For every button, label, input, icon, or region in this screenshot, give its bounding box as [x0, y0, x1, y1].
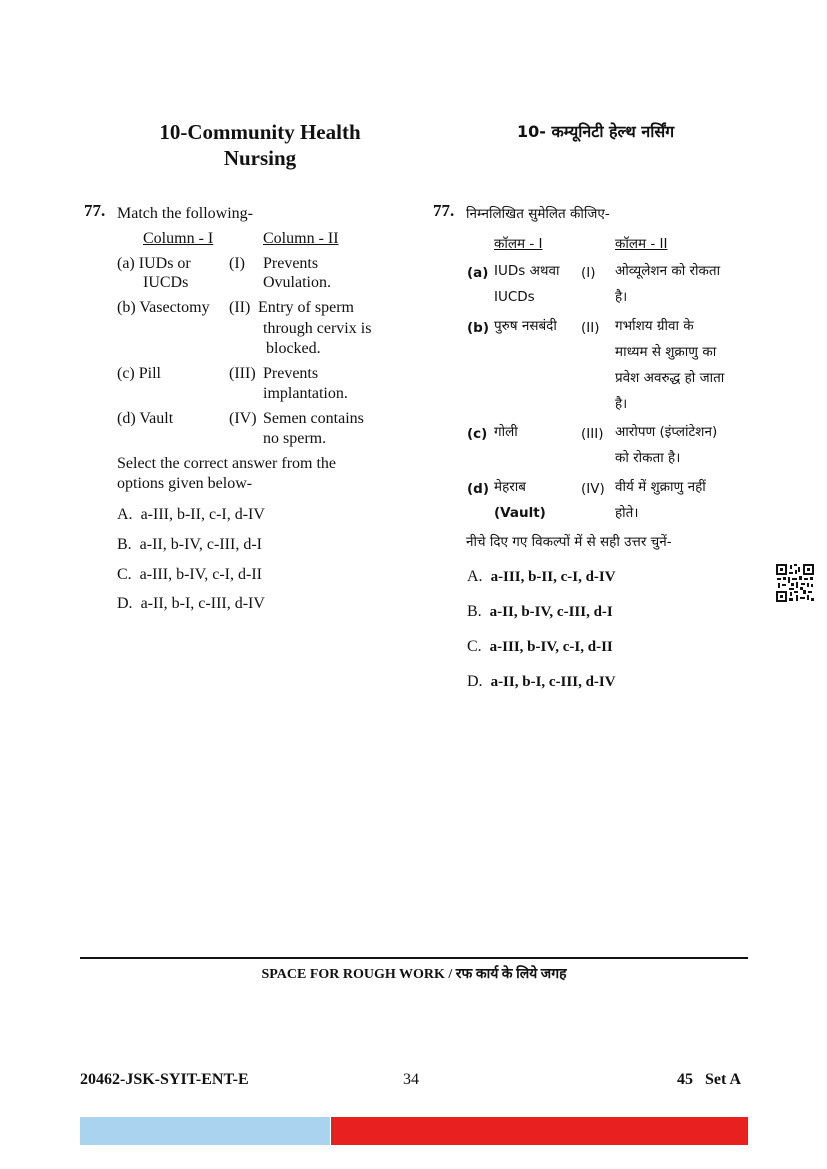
match-right-4-hi [615, 477, 706, 523]
page-number: 34 [403, 1071, 419, 1088]
option-c-en[interactable] [117, 565, 262, 585]
option-value: a-III, b-II, c-I, d-IV [490, 569, 616, 585]
section-title-en [120, 119, 400, 171]
option-value: a-II, b-IV, c-III, d-I [489, 604, 613, 620]
match-left-a2-en: IUCDs [143, 274, 189, 291]
match-left-d-en: (d) Vault [117, 410, 174, 427]
line: माध्यम से शुक्राणु का [615, 344, 717, 360]
match-key-b-hi: (b) [467, 320, 490, 336]
question-intro-hi: निम्नलिखित सुमेलित कीजिए- [466, 206, 610, 222]
paper-code: 20462-JSK-SYIT-ENT-E [80, 1071, 249, 1088]
match-right-2-hi [615, 316, 724, 414]
match-right-2b-en: through cervix is [263, 320, 372, 337]
match-left-b-hi: पुरुष नसबंदी [494, 318, 557, 334]
match-key-d-hi: (d) [467, 481, 490, 497]
column-2-header-hi: कॉलम - II [615, 236, 668, 252]
option-key: D. [467, 673, 483, 690]
question-number-en: 77. [84, 201, 106, 220]
option-key: A. [117, 506, 133, 523]
option-value: a-II, b-I, c-III, d-IV [490, 674, 616, 690]
match-right-3-hi [615, 422, 717, 468]
option-key: C. [117, 566, 132, 583]
select-instruction-en [117, 454, 336, 494]
line: आरोपण (इंप्लांटेशन) [615, 424, 718, 440]
line: को रोकता है। [615, 450, 681, 466]
option-value: a-II, b-IV, c-III, d-I [139, 536, 262, 553]
match-key-c-hi: (c) [467, 426, 488, 442]
option-key: D. [117, 595, 133, 612]
match-left-c-en: (c) Pill [117, 365, 161, 382]
match-key-a-hi: (a) [467, 265, 489, 281]
question-intro-en: Match the following- [117, 205, 253, 222]
match-num-3-hi: (III) [581, 426, 604, 442]
option-value: a-III, b-IV, c-I, d-II [489, 639, 613, 655]
match-right-1-hi [615, 261, 720, 307]
match-right-3-en: Prevents [263, 365, 319, 382]
column-1-header-en: Column - I [143, 230, 214, 247]
section-title-en-line1: 10-Community Health [159, 120, 361, 144]
match-left-a-en: (a) IUDs or [117, 255, 191, 272]
match-left-d-hi: मेहराब [494, 479, 526, 495]
select-instruction-hi: नीचे दिए गए विकल्पों में से सही उत्तर चुनें- [466, 534, 672, 550]
match-left-d2-hi: (Vault) [494, 505, 546, 521]
line: गर्भाशय ग्रीवा के [615, 318, 694, 334]
match-num-4-hi: (IV) [581, 481, 605, 497]
line: ओव्यूलेशन को रोकता [615, 263, 721, 279]
match-right-1b-en: Ovulation. [263, 274, 331, 291]
question-number-hi: 77. [433, 201, 455, 220]
line: होते। [615, 505, 639, 521]
qr-code-icon [776, 564, 814, 602]
line: है। [615, 396, 628, 412]
section-title-hi: 10- कम्यूनिटी हेल्थ नर्सिंग [517, 122, 675, 141]
rough-work-divider [80, 957, 748, 959]
match-num-3-en: (III) [229, 365, 256, 382]
option-key: B. [117, 536, 132, 553]
option-a-en[interactable] [117, 505, 265, 525]
option-value: a-II, b-I, c-III, d-IV [140, 595, 265, 612]
section-title-en-line2: Nursing [223, 146, 297, 170]
line: वीर्य में शुक्राणु नहीं [615, 479, 706, 495]
match-num-2-en: (II) [229, 299, 251, 316]
match-left-c-hi: गोली [494, 424, 518, 440]
option-b-en[interactable] [117, 535, 262, 555]
line: है। [615, 289, 628, 305]
select-instruction-en-line1: Select the correct answer from the [117, 455, 337, 472]
rough-work-label: SPACE FOR ROUGH WORK / रफ कार्य के लिये जगह [261, 967, 567, 982]
option-a-hi[interactable] [467, 567, 616, 587]
column-2-header-en: Column - II [263, 230, 339, 247]
option-key: A. [467, 568, 483, 585]
footer-bar-red [331, 1117, 748, 1145]
match-right-2-en: Entry of sperm [258, 299, 354, 316]
option-value: a-III, b-IV, c-I, d-II [139, 566, 262, 583]
option-b-hi[interactable] [467, 602, 613, 622]
match-left-b-en: (b) Vasectomy [117, 299, 210, 316]
option-key: B. [467, 603, 482, 620]
match-right-1-en: Prevents [263, 255, 319, 272]
match-left-a-hi: IUDs अथवा [494, 263, 560, 279]
footer-bar-blue [80, 1117, 330, 1145]
line: प्रवेश अवरुद्ध हो जाता [615, 370, 725, 386]
option-value: a-III, b-II, c-I, d-IV [140, 506, 265, 523]
set-label: 45 Set A [677, 1071, 741, 1088]
option-key: C. [467, 638, 482, 655]
match-num-2-hi: (II) [581, 320, 600, 336]
match-num-4-en: (IV) [229, 410, 257, 427]
match-right-4b-en: no sperm. [263, 430, 327, 447]
match-num-1-en: (I) [229, 255, 245, 272]
column-1-header-hi: कॉलम - I [494, 236, 543, 252]
select-instruction-en-line2: options given below- [117, 475, 253, 492]
option-d-en[interactable] [117, 594, 265, 614]
match-right-2c-en: blocked. [266, 340, 321, 357]
match-left-a2-hi: IUCDs [494, 289, 535, 305]
option-c-hi[interactable] [467, 637, 613, 657]
option-d-hi[interactable] [467, 672, 616, 692]
match-right-4-en: Semen contains [263, 410, 364, 427]
match-right-3b-en: implantation. [263, 385, 348, 402]
match-num-1-hi: (I) [581, 265, 596, 281]
